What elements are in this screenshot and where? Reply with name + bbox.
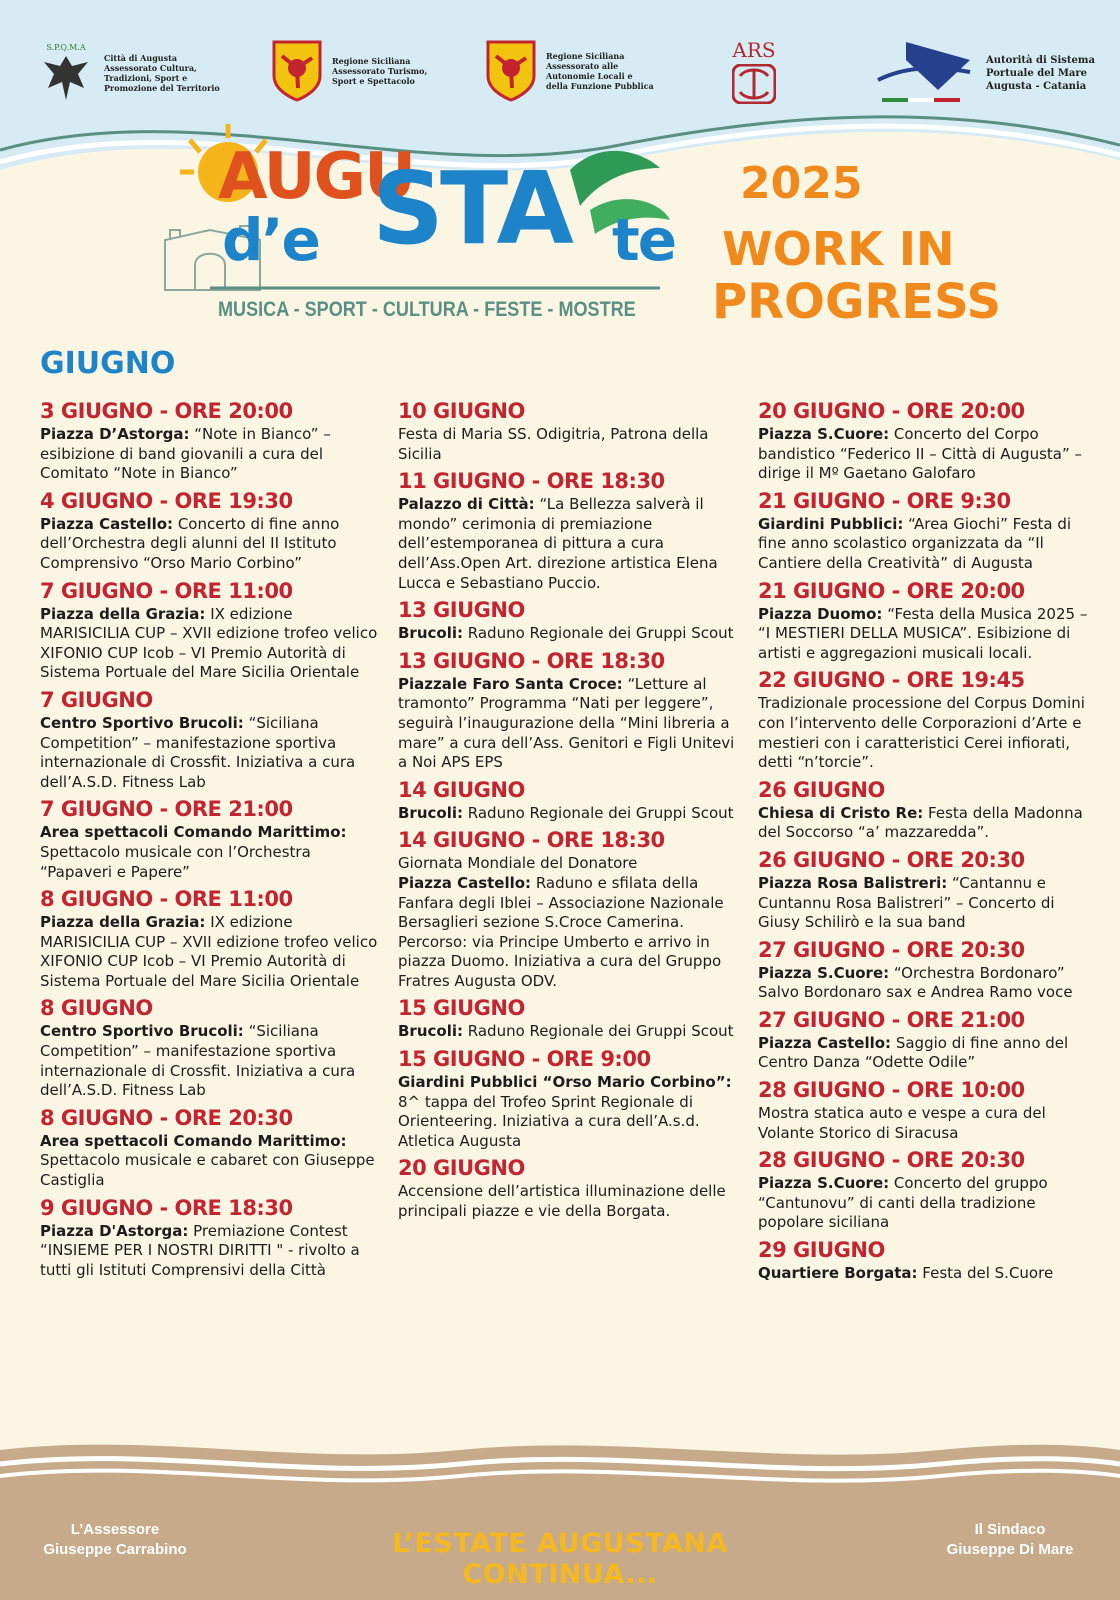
sindaco-role: Il Sindaco bbox=[974, 1521, 1046, 1538]
assessore-name: Giuseppe Carrabino bbox=[43, 1541, 187, 1558]
sponsor-ars bbox=[732, 38, 776, 104]
event-item bbox=[758, 667, 1098, 772]
event-item bbox=[398, 1046, 743, 1151]
event-date: 27 GIUGNO - ORE 21:00 bbox=[758, 1007, 1025, 1032]
event-date: 10 GIUGNO bbox=[398, 399, 525, 423]
event-venue: Palazzo di Città: bbox=[398, 495, 535, 514]
event-venue: Brucoli: bbox=[398, 803, 463, 822]
event-text: Mostra statica auto e vespe a cura del Volante Storico di Siracusa bbox=[758, 1104, 1046, 1142]
event-description bbox=[758, 1034, 1098, 1073]
event-venue: Brucoli: bbox=[398, 1022, 463, 1041]
event-text: Spettacolo musicale con l’Orchestra “Papaveri e Papere” bbox=[40, 842, 311, 881]
event-text: Raduno Regionale dei Gruppi Scout bbox=[463, 803, 734, 822]
ars-spiral-icon bbox=[732, 64, 776, 104]
event-venue: Piazza della Grazia: bbox=[40, 604, 206, 623]
event-item bbox=[758, 1077, 1098, 1143]
event-venue: Piazza Castello: bbox=[40, 514, 174, 533]
event-text: Concerto del gruppo “Cantunovu” di canti della tradizione popolare siciliana bbox=[758, 1174, 1048, 1232]
event-date: 15 GIUGNO bbox=[398, 996, 525, 1021]
eagle-crest-icon bbox=[38, 42, 94, 104]
event-item bbox=[40, 488, 385, 574]
event-description bbox=[758, 874, 1098, 933]
event-description bbox=[398, 675, 743, 773]
event-date: 28 GIUGNO - ORE 10:00 bbox=[758, 1078, 1025, 1103]
sponsor-regione-turismo-text: Regione Siciliana Assessorato Turismo, Sport e Spettacolo bbox=[332, 56, 428, 86]
event-venue: Piazza Castello: bbox=[398, 873, 532, 892]
event-text: “Siciliana Competition” – manifestazione sportiva internazionale di Crossfit. Iniziativa a cura dell’A.S.D. Fitness Lab bbox=[40, 1022, 356, 1100]
event-description bbox=[758, 964, 1098, 1003]
event-text: “Note in Bianco” – esibizione di band giovanili a cura del Comitato “Note in Bianco” bbox=[40, 425, 331, 483]
event-text: IX edizione MARISICILIA CUP – XVII edizione trofeo velico XIFONIO CUP Icob – VI Premio Autorità di Sistema Portuale del Mare Sicilia Orientale bbox=[40, 604, 378, 682]
event-item bbox=[758, 1237, 1098, 1284]
event-description bbox=[758, 1104, 1098, 1143]
event-date: 7 GIUGNO - ORE 11:00 bbox=[40, 578, 293, 603]
event-description bbox=[40, 1222, 385, 1281]
event-date: 13 GIUGNO - ORE 18:30 bbox=[398, 648, 665, 673]
sponsor-augusta-text: Città di Augusta Assessorato Cultura, Tradizioni, Sport e Promozione del Territorio bbox=[104, 53, 220, 93]
event-item bbox=[758, 398, 1098, 484]
event-text: Raduno Regionale dei Gruppi Scout bbox=[463, 624, 734, 643]
event-date: 11 GIUGNO - ORE 18:30 bbox=[398, 469, 665, 494]
event-date: 27 GIUGNO - ORE 20:30 bbox=[758, 937, 1025, 962]
assessore-role: L’Assessore bbox=[70, 1521, 160, 1538]
assessore-signature bbox=[30, 1520, 200, 1560]
event-item bbox=[40, 687, 385, 792]
event-item bbox=[758, 937, 1098, 1003]
event-description bbox=[398, 1073, 743, 1151]
event-text: “Letture al tramonto” Programma “Nati per leggere”, seguirà l’inaugurazione della “Mini libreria a mare” a cura dell’Ass. Genitori e Figli Unitevi a Noi APS EPS bbox=[398, 674, 735, 772]
event-venue: Brucoli: bbox=[398, 624, 463, 643]
event-description bbox=[398, 1022, 743, 1042]
event-venue: Centro Sportivo Brucoli: bbox=[40, 1022, 244, 1041]
event-description bbox=[758, 605, 1098, 664]
event-date: 29 GIUGNO bbox=[758, 1238, 885, 1263]
event-description bbox=[398, 624, 743, 644]
progress-label: PROGRESS bbox=[712, 274, 1002, 330]
event-venue: Piazza S.Cuore: bbox=[758, 425, 890, 443]
event-item bbox=[40, 886, 385, 991]
event-item bbox=[40, 578, 385, 683]
event-text: Accensione dell’artistica illuminazione delle principali piazze e vie della Borgata. bbox=[398, 1182, 726, 1221]
event-subtitle: Giornata Mondiale del Donatore bbox=[398, 854, 638, 873]
event-text: Tradizionale processione del Corpus Domini con l’intervento delle Corporazioni d’Arte e mestieri con i caratteristici Cerei infiorati, detti “n’torcie”. bbox=[758, 694, 1085, 772]
event-description bbox=[40, 823, 385, 882]
event-item bbox=[398, 777, 743, 824]
event-text: Premiazione Contest “INSIEME PER I NOSTRI DIRITTI " - rivolto a tutti gli Istituti Comprensivi della Città bbox=[40, 1221, 360, 1279]
event-description bbox=[398, 804, 743, 824]
event-item bbox=[40, 796, 385, 882]
sindaco-signature bbox=[930, 1520, 1090, 1560]
event-description bbox=[758, 425, 1098, 484]
event-description bbox=[758, 694, 1098, 772]
sponsor-regione-autonomie bbox=[486, 40, 654, 102]
event-text: 8^ tappa del Trofeo Sprint Regionale di Orienteering. Iniziativa a cura dell’A.s.d. Atletica Augusta bbox=[398, 1092, 700, 1150]
sponsor-regione-autonomie-text: Regione Siciliana Assessorato alle Autonomie Locali e della Funzione Pubblica bbox=[546, 51, 654, 91]
event-venue: Piazza S.Cuore: bbox=[758, 963, 890, 982]
event-description bbox=[398, 495, 743, 593]
event-item bbox=[758, 1147, 1098, 1233]
event-item bbox=[398, 648, 743, 773]
event-venue: Chiesa di Cristo Re: bbox=[758, 803, 924, 822]
event-item bbox=[40, 1195, 385, 1281]
event-date: 14 GIUGNO bbox=[398, 777, 525, 802]
event-venue: Area spettacoli Comando Marittimo: bbox=[40, 1131, 347, 1150]
events-column-1 bbox=[40, 398, 385, 1284]
event-text: Raduno Regionale dei Gruppi Scout bbox=[463, 1022, 734, 1041]
event-text: “La Bellezza salverà il mondo” cerimonia di premiazione dell’estemporanea di pittura a cura dell’Ass.Open Art. direzione artistica Elena Lucca e Sebastiano Puccio. bbox=[398, 495, 718, 592]
event-venue: Piazza S.Cuore: bbox=[758, 1174, 890, 1193]
event-description bbox=[40, 1132, 385, 1191]
sponsor-autorita-text: Autorità di Sistema Portuale del Mare Augusta - Catania bbox=[986, 54, 1095, 92]
event-venue: Giardini Pubblici: bbox=[758, 514, 904, 533]
event-description bbox=[758, 1264, 1098, 1284]
event-item bbox=[398, 827, 743, 991]
year: 2025 bbox=[740, 158, 863, 209]
event-item bbox=[398, 1155, 743, 1221]
event-description bbox=[40, 1022, 385, 1100]
trinacria-shield-icon bbox=[272, 40, 322, 102]
event-description bbox=[40, 425, 385, 484]
event-description bbox=[40, 714, 385, 792]
logo-sta-letters: STA bbox=[372, 150, 570, 267]
sponsor-autorita bbox=[876, 40, 1095, 106]
event-date: 22 GIUGNO - ORE 19:45 bbox=[758, 668, 1025, 693]
event-date: 7 GIUGNO - ORE 21:00 bbox=[40, 797, 293, 822]
event-venue: Piazza D’Astorga: bbox=[40, 425, 190, 443]
event-venue: Piazza della Grazia: bbox=[40, 913, 206, 932]
event-description bbox=[398, 1182, 743, 1221]
event-text: “Festa della Musica 2025 – “I MESTIERI DELLA MUSICA”. Esibizione di artisti e aggregazioni musicali locali. bbox=[758, 604, 1088, 662]
event-date: 26 GIUGNO bbox=[758, 777, 885, 802]
work-in-label: WORK IN bbox=[722, 222, 955, 276]
event-venue: Giardini Pubblici “Orso Mario Corbino”: bbox=[398, 1073, 732, 1092]
event-date: 15 GIUGNO - ORE 9:00 bbox=[398, 1047, 651, 1072]
events-column-2 bbox=[398, 398, 743, 1226]
sindaco-name: Giuseppe Di Mare bbox=[946, 1541, 1074, 1558]
event-date: 14 GIUGNO - ORE 18:30 bbox=[398, 828, 665, 853]
event-date: 4 GIUGNO - ORE 19:30 bbox=[40, 488, 293, 513]
crest-motto: S.P.Q.M.A bbox=[46, 43, 86, 52]
event-item bbox=[758, 578, 1098, 664]
event-venue: Piazza Castello: bbox=[758, 1033, 892, 1052]
event-text: Concerto del Corpo bandistico “Federico II – Città di Augusta” – dirige il Mº Gaetano Galofaro bbox=[758, 425, 1083, 483]
event-date: 20 GIUGNO - ORE 20:00 bbox=[758, 399, 1025, 423]
event-text: Festa della Madonna del Soccorso “a’ mazzaredda”. bbox=[758, 803, 1083, 842]
event-date: 28 GIUGNO - ORE 20:30 bbox=[758, 1148, 1025, 1173]
event-item bbox=[40, 1105, 385, 1191]
event-item bbox=[758, 847, 1098, 933]
event-date: 8 GIUGNO - ORE 20:30 bbox=[40, 1105, 293, 1130]
event-item bbox=[398, 398, 743, 464]
event-item bbox=[398, 468, 743, 593]
event-date: 20 GIUGNO bbox=[398, 1156, 525, 1181]
logo-word-augu: AUGU bbox=[218, 140, 415, 214]
event-date: 3 GIUGNO - ORE 20:00 bbox=[40, 399, 293, 423]
event-text: Saggio di fine anno del Centro Danza “Odette Odile” bbox=[758, 1033, 1069, 1072]
event-text: Raduno e sfilata della Fanfara degli Iblei – Associazione Nazionale Bersaglieri sezione S.Croce Camerina. Percorso: via Principe Umberto e arrivo in piazza Duomo. Iniziativa a cura del Gruppo Fratres Augusta ODV. bbox=[398, 873, 724, 990]
event-description bbox=[758, 804, 1098, 843]
event-description bbox=[40, 913, 385, 991]
event-text: Spettacolo musicale e cabaret con Giuseppe Castiglia bbox=[40, 1151, 375, 1190]
logo-word-te: te bbox=[612, 206, 676, 274]
event-description bbox=[40, 515, 385, 574]
logo-tagline: MUSICA - SPORT - CULTURA - FESTE - MOSTRE bbox=[218, 298, 636, 321]
event-date: 7 GIUGNO bbox=[40, 687, 153, 712]
event-venue: Piazzale Faro Santa Croce: bbox=[398, 674, 623, 693]
trinacria-shield-icon bbox=[486, 40, 536, 102]
event-date: 21 GIUGNO - ORE 9:30 bbox=[758, 488, 1011, 513]
event-item bbox=[40, 995, 385, 1100]
event-item bbox=[758, 777, 1098, 843]
event-text: Concerto di fine anno dell’Orchestra degli alunni del II Istituto Comprensivo “Orso Mario Corbino” bbox=[40, 514, 340, 572]
sponsor-augusta bbox=[38, 42, 220, 104]
event-date: 8 GIUGNO - ORE 11:00 bbox=[40, 887, 293, 912]
event-item bbox=[40, 398, 385, 484]
footer-slogan: L’ESTATE AUGUSTANA CONTINUA... bbox=[392, 1528, 728, 1590]
event-venue: Piazza Duomo: bbox=[758, 604, 883, 623]
event-description bbox=[758, 515, 1098, 574]
event-item bbox=[398, 995, 743, 1042]
event-item bbox=[758, 1007, 1098, 1073]
event-text: Festa di Maria SS. Odigitria, Patrona della Sicilia bbox=[398, 425, 709, 463]
event-text: IX edizione MARISICILIA CUP – XVII edizione trofeo velico XIFONIO CUP Icob – VI Premio Autorità di Sistema Portuale del Mare Sicilia Orientale bbox=[40, 913, 378, 990]
event-venue: Piazza D'Astorga: bbox=[40, 1221, 189, 1240]
event-description bbox=[40, 605, 385, 683]
logo-word-de: d’e bbox=[222, 206, 319, 274]
event-text: “Orchestra Bordonaro” Salvo Bordonaro sax e Andrea Ramo voce bbox=[758, 963, 1073, 1002]
events-column-3 bbox=[758, 398, 1098, 1288]
event-description bbox=[398, 874, 743, 992]
event-date: 8 GIUGNO bbox=[40, 996, 153, 1021]
event-venue: Quartiere Borgata: bbox=[758, 1264, 918, 1283]
event-item bbox=[398, 597, 743, 644]
event-venue: Centro Sportivo Brucoli: bbox=[40, 713, 244, 732]
event-text: “Area Giochi” Festa di fine anno scolastico organizzata da “Il Cantiere della Creatività” di Augusta bbox=[758, 514, 1072, 572]
event-date: 9 GIUGNO - ORE 18:30 bbox=[40, 1195, 293, 1220]
month-title: GIUGNO bbox=[40, 346, 176, 381]
sponsor-regione-turismo bbox=[272, 40, 427, 102]
logo-word-sta bbox=[372, 134, 570, 284]
event-text: Festa del S.Cuore bbox=[917, 1264, 1054, 1283]
event-date: 13 GIUGNO bbox=[398, 598, 525, 623]
event-description bbox=[758, 1174, 1098, 1233]
event-text: “Siciliana Competition” – manifestazione sportiva internazionale di Crossfit. Iniziativa a cura dell’A.S.D. Fitness Lab bbox=[40, 713, 356, 791]
event-text: “Cantannu e Cuntannu Rosa Balistreri” – Concerto di Giusy Schilirò e la sua band bbox=[758, 873, 1055, 932]
event-description bbox=[398, 425, 743, 464]
ars-label: ARS bbox=[732, 38, 776, 62]
event-venue: Piazza Rosa Balistreri: bbox=[758, 873, 948, 892]
event-date: 21 GIUGNO - ORE 20:00 bbox=[758, 578, 1025, 603]
event-venue: Area spettacoli Comando Marittimo: bbox=[40, 823, 347, 842]
event-date: 26 GIUGNO - ORE 20:30 bbox=[758, 847, 1025, 872]
event-item bbox=[758, 488, 1098, 574]
port-authority-icon bbox=[876, 40, 976, 106]
